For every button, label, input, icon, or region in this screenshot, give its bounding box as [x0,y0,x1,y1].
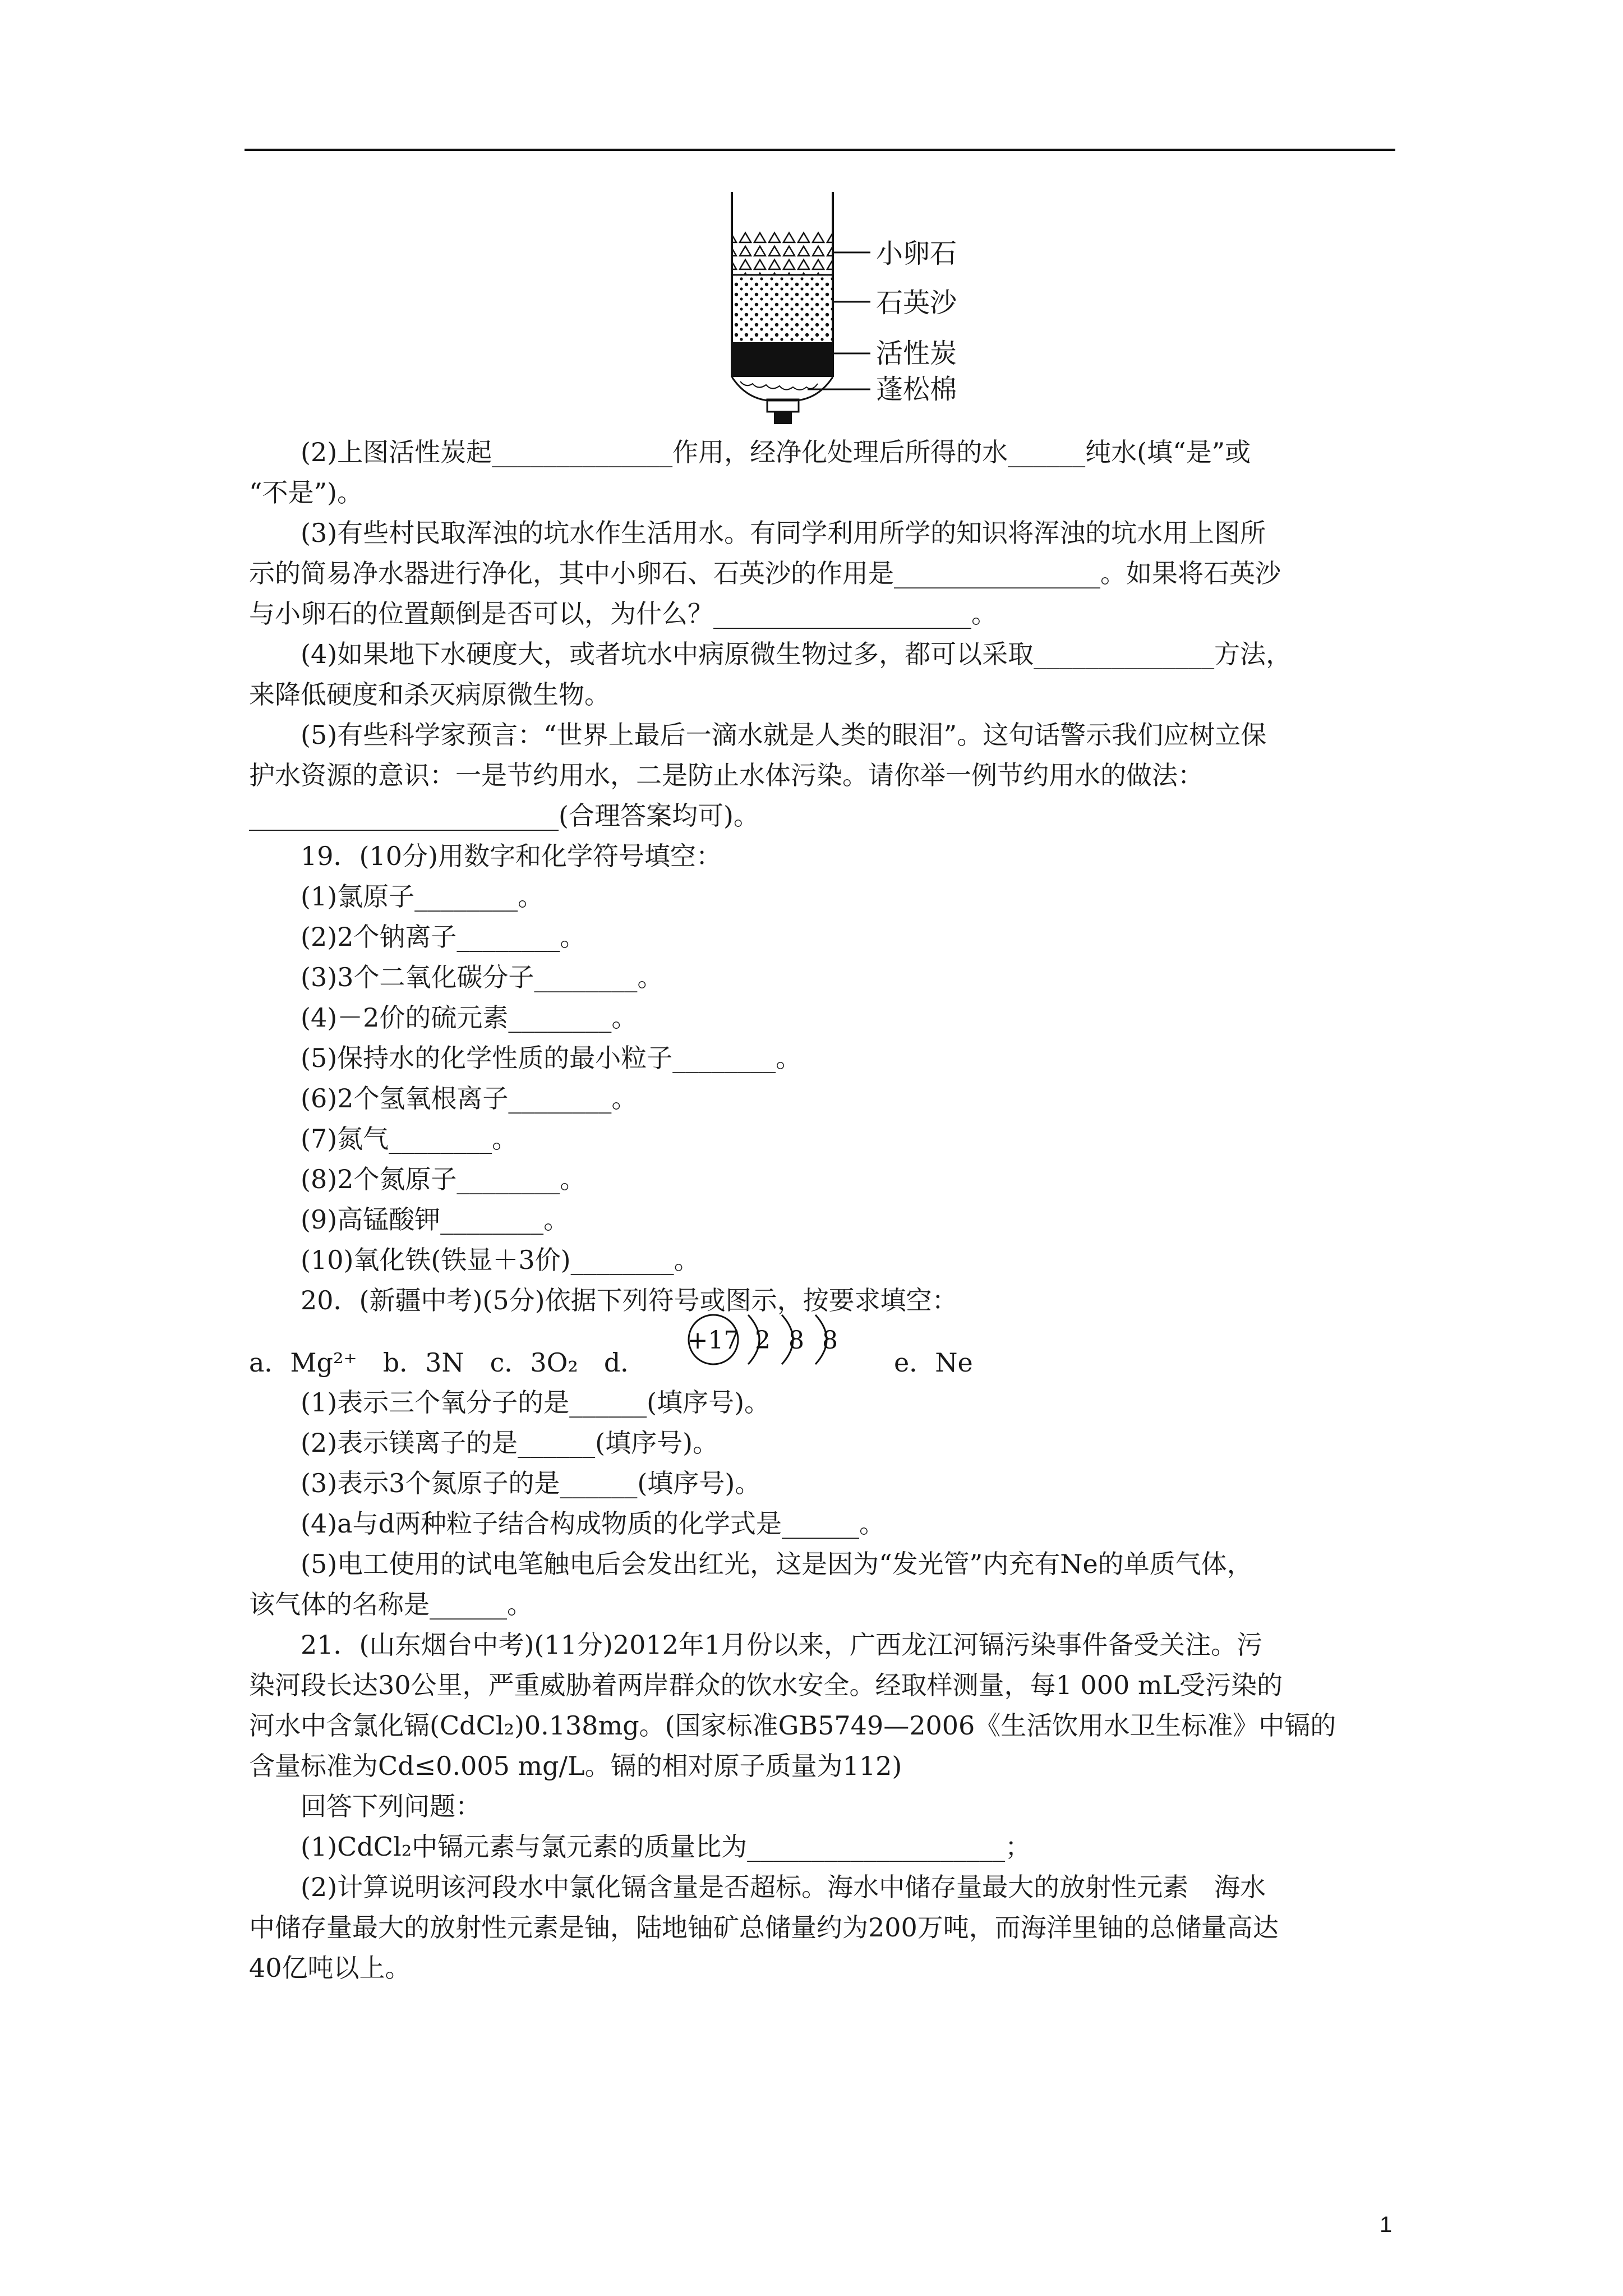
text-line: 回答下列问题： [301,1791,481,1821]
question-19-heading: 19．(10分)用数字和化学符号填空： [301,841,722,871]
text-line: (4)如果地下水硬度大，或者坑水中病原微生物过多，都可以采取______________方法， [301,639,1292,669]
text-line: 河水中含氯化镉(CdCl₂)0.138mg。(国家标准GB5749—2006《生活饮用水卫生标准》中镉的 [249,1710,1336,1741]
page-number: 1 [1380,2212,1393,2237]
text-line: (2)计算说明该河段水中氯化镉含量是否超标。海水中储存量最大的放射性元素 海水 [301,1872,1266,1902]
text-line: (1)CdCl₂中镉元素与氯元素的质量比为____________________； [301,1832,1031,1862]
question-21-heading: 21．(山东烟台中考)(11分)2012年1月份以来，广西龙江河镉污染事件备受关注。污 [301,1630,1263,1660]
label-quartz-sand: 石英沙 [876,287,957,319]
text-line: (5)有些科学家预言：“世界上最后一滴水就是人类的眼泪”。这句话警示我们应树立保 [301,720,1267,750]
label-pebbles: 小卵石 [876,238,957,269]
shell-2-electrons: 8 [789,1326,804,1355]
text-line: 护水资源的意识：一是节约用水，二是防止水体污染。请你举一例节约用水的做法： [249,760,1204,790]
text-line: (3)3个二氧化碳分子________。 [301,962,663,992]
label-cotton: 蓬松棉 [876,374,957,405]
text-line: (9)高锰酸钾________。 [301,1204,570,1235]
text-line: 中储存量最大的放射性元素是铀，陆地铀矿总储量约为200万吨，而海洋里铀的总储量高达 [249,1912,1279,1943]
options-a-to-d: a．Mg²⁺ b．3N c．3O₂ d． [249,1347,647,1378]
header-rule [245,149,1395,151]
text-line: 染河段长达30公里，严重威胁着两岸群众的饮水安全。经取样测量，每1 000 mL受污染的 [249,1670,1283,1700]
text-line: (6)2个氢氧根离子________。 [301,1083,638,1114]
text-line: (1)表示三个氧分子的是______(填序号)。 [301,1387,771,1418]
text-line: (7)氮气________。 [301,1124,518,1154]
question-text [249,432,1395,1988]
text-line: (2)表示镁离子的是______(填序号)。 [301,1428,719,1458]
text-line: (5)保持水的化学性质的最小粒子________。 [301,1043,802,1073]
text-line: 40亿吨以上。 [249,1953,411,1983]
text-line: (1)氯原子________。 [301,881,544,912]
option-e: e．Ne [894,1347,973,1378]
shell-3-electrons: 8 [822,1326,838,1355]
text-line: “不是”)。 [249,477,363,508]
text-line: 含量标准为Cd≤0.005 mg/L。镉的相对原子质量为112) [249,1751,902,1781]
text-line: (5)电工使用的试电笔触电后会发出红光，这是因为“发光管”内充有Ne的单质气体， [301,1549,1253,1579]
shell-1-electrons: 2 [755,1326,771,1355]
text-line: (4)a与d两种粒子结合构成物质的化学式是______。 [301,1508,886,1539]
text-line: (4)－2价的硫元素________。 [301,1002,638,1033]
symbol-options [249,1320,1395,1382]
text-line: 来降低硬度和杀灭病原微生物。 [249,679,610,710]
text-line: (3)表示3个氮原子的是______(填序号)。 [301,1468,761,1498]
text-line: (10)氧化铁(铁显＋3价)________。 [301,1245,700,1275]
text-line: (3)有些村民取浑浊的坑水作生活用水。有同学利用所学的知识将浑浊的坑水用上图所 [301,518,1266,548]
text-line: 该气体的名称是______。 [249,1589,533,1619]
text-line: 示的简易净水器进行净化，其中小卵石、石英沙的作用是________________。如果将石英沙 [249,558,1281,588]
text-line: (2)上图活性炭起______________作用，经净化处理后所得的水______纯水(填“是”或 [301,437,1251,467]
question-20-heading: 20．(新疆中考)(5分)依据下列符号或图示，按要求填空： [301,1285,958,1315]
text-line: (2)2个钠离子________。 [301,922,586,952]
nucleus-charge: +17 [687,1326,740,1355]
atom-structure-diagram [686,1307,855,1369]
label-activated-carbon: 活性炭 [876,338,957,369]
text-line: 与小卵石的位置颠倒是否可以，为什么？____________________。 [249,599,997,629]
text-line: ________________________(合理答案均可)。 [249,800,759,831]
text-line: (8)2个氮原子________。 [301,1164,586,1194]
